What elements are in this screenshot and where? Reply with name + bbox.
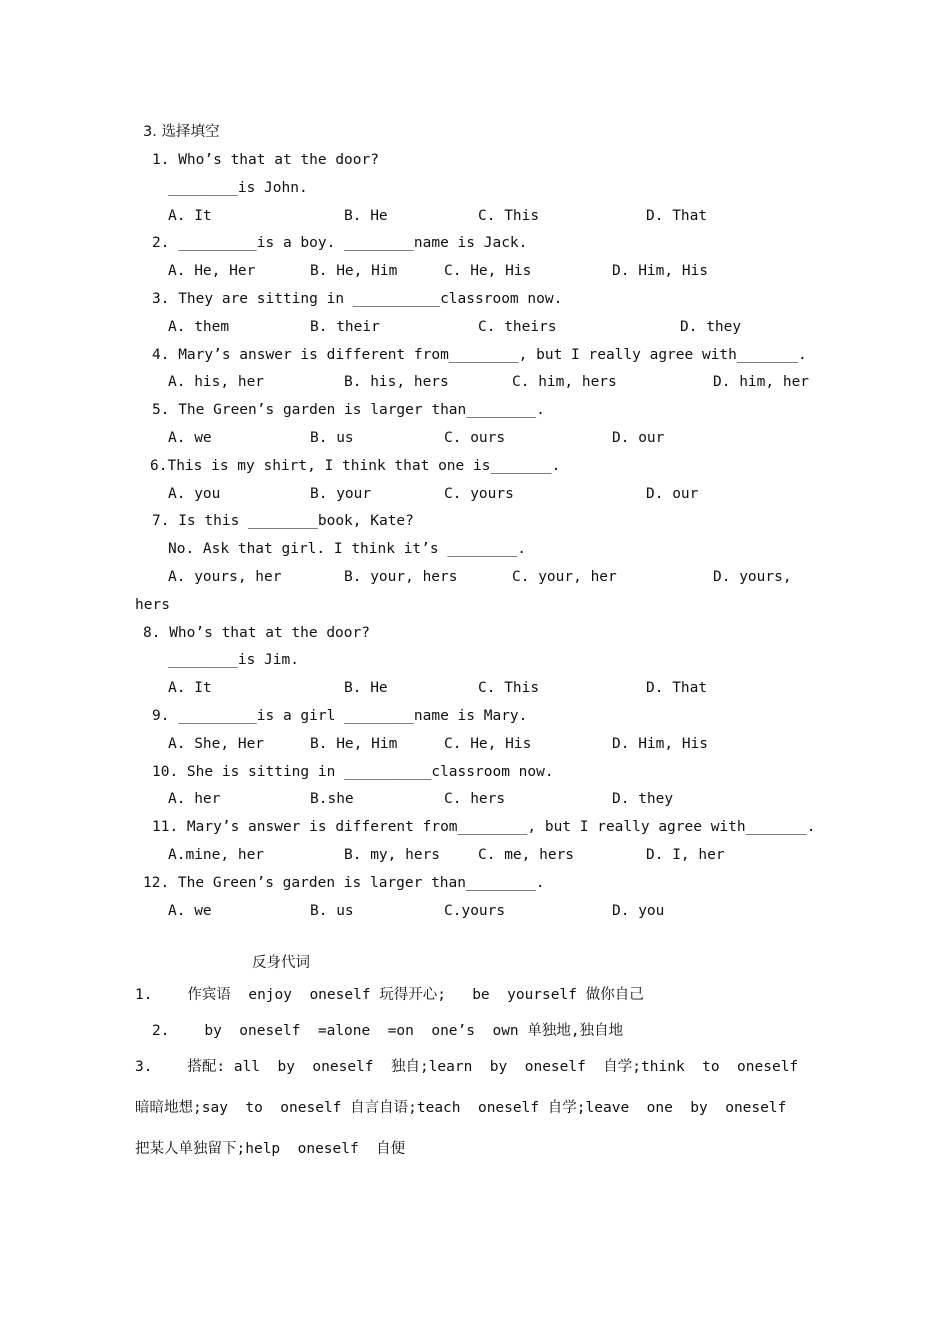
question-5-option-a: A. we bbox=[168, 430, 212, 446]
question-6-option-b: B. your bbox=[310, 485, 372, 502]
question-9-option-d: D. Him, His bbox=[612, 735, 709, 752]
question-1-option-b: B. He bbox=[344, 207, 388, 224]
question-5-option-b: B. us bbox=[310, 430, 354, 446]
question-10-option-a: A. her bbox=[168, 791, 221, 808]
question-7-option-b: B. your, hers bbox=[344, 569, 458, 585]
question-3-text: 3. They are sitting in __________classroom now. bbox=[152, 291, 563, 307]
question-2-option-b: B. He, Him bbox=[310, 263, 398, 280]
question-10-option-b: B.she bbox=[310, 791, 354, 808]
question-11-option-d: D. I, her bbox=[646, 847, 725, 863]
question-9-option-a: A. She, Her bbox=[168, 735, 265, 752]
question-8-text: 8. Who’s that at the door? bbox=[143, 624, 370, 641]
question-11-text: 11. Mary’s answer is different from________, but I really agree with_______. bbox=[152, 819, 816, 836]
question-3-option-d: D. they bbox=[680, 318, 742, 335]
question-10-text: 10. She is sitting in __________classroom now. bbox=[152, 763, 554, 780]
question-1-option-a: A. It bbox=[168, 207, 212, 224]
question-6-text: 6.This is my shirt, I think that one is_______. bbox=[150, 457, 561, 474]
question-12-text: 12. The Green’s garden is larger than________. bbox=[143, 874, 545, 891]
question-8-option-d: D. That bbox=[646, 680, 708, 697]
question-2-option-c: C. He, His bbox=[444, 263, 532, 280]
question-4-option-a: A. his, her bbox=[168, 374, 265, 391]
question-4-option-b: B. his, hers bbox=[344, 374, 449, 391]
question-4-text: 4. Mary’s answer is different from________, but I really agree with_______. bbox=[152, 346, 807, 363]
question-8-subline: ________is Jim. bbox=[168, 652, 299, 669]
question-7-option-wrap: hers bbox=[135, 596, 170, 613]
question-6-option-c: C. yours bbox=[444, 485, 514, 502]
reflexive-line-5: 把某人单独留下;help oneself 自便 bbox=[135, 1141, 406, 1157]
question-11-option-b: B. my, hers bbox=[344, 847, 441, 863]
reflexive-title: 反身代词 bbox=[252, 955, 310, 971]
question-2-option-a: A. He, Her bbox=[168, 263, 256, 280]
question-6-option-a: A. you bbox=[168, 485, 221, 502]
question-2-option-d: D. Him, His bbox=[612, 263, 709, 280]
question-4-option-d: D. him, her bbox=[713, 374, 810, 391]
question-12-option-d: D. you bbox=[612, 902, 665, 919]
question-1-option-d: D. That bbox=[646, 207, 708, 224]
question-10-option-d: D. they bbox=[612, 791, 674, 808]
question-7-option-d: D. yours, bbox=[713, 569, 792, 585]
question-7-text: 7. Is this ________book, Kate? bbox=[152, 513, 414, 530]
question-7-option-a: A. yours, her bbox=[168, 569, 282, 585]
question-5-option-c: C. ours bbox=[444, 430, 506, 446]
reflexive-line-4: 暗暗地想;say to oneself 自言自语;teach oneself 自学;leave one by oneself bbox=[135, 1100, 787, 1116]
question-1-option-c: C. This bbox=[478, 207, 540, 224]
reflexive-line-1: 1. 作宾语 enjoy oneself 玩得开心; be yourself 做你自己 bbox=[135, 987, 644, 1003]
question-11-option-c: C. me, hers bbox=[478, 847, 575, 863]
question-9-option-b: B. He, Him bbox=[310, 735, 398, 752]
question-3-option-c: C. theirs bbox=[478, 318, 557, 335]
question-4-option-c: C. him, hers bbox=[512, 374, 617, 391]
question-3-option-a: A. them bbox=[168, 318, 230, 335]
question-8-option-a: A. It bbox=[168, 680, 212, 697]
section-title: 3. 选择填空 bbox=[143, 124, 220, 140]
question-7-subline: No. Ask that girl. I think it’s ________. bbox=[168, 541, 526, 558]
question-11-option-a: A.mine, her bbox=[168, 847, 265, 863]
question-8-option-b: B. He bbox=[344, 680, 388, 697]
question-5-text: 5. The Green’s garden is larger than________. bbox=[152, 402, 545, 419]
question-1-text: 1. Who’s that at the door? bbox=[152, 152, 379, 168]
reflexive-line-3: 3. 搭配: all by oneself 独自;learn by oneself 自学;think to oneself bbox=[135, 1059, 799, 1075]
question-3-option-b: B. their bbox=[310, 318, 380, 335]
question-8-option-c: C. This bbox=[478, 680, 540, 697]
question-2-text: 2. _________is a boy. ________name is Jack. bbox=[152, 235, 528, 252]
question-10-option-c: C. hers bbox=[444, 791, 506, 808]
question-7-option-c: C. your, her bbox=[512, 569, 617, 585]
question-12-option-c: C.yours bbox=[444, 902, 506, 919]
question-12-option-b: B. us bbox=[310, 902, 354, 919]
question-5-option-d: D. our bbox=[612, 430, 665, 446]
reflexive-line-2: 2. by oneself =alone =on one’s own 单独地,独自地 bbox=[152, 1023, 624, 1039]
question-1-subline: ________is John. bbox=[168, 179, 308, 196]
question-9-option-c: C. He, His bbox=[444, 735, 532, 752]
question-12-option-a: A. we bbox=[168, 902, 212, 919]
question-9-text: 9. _________is a girl ________name is Mary. bbox=[152, 708, 528, 724]
question-6-option-d: D. our bbox=[646, 485, 699, 502]
